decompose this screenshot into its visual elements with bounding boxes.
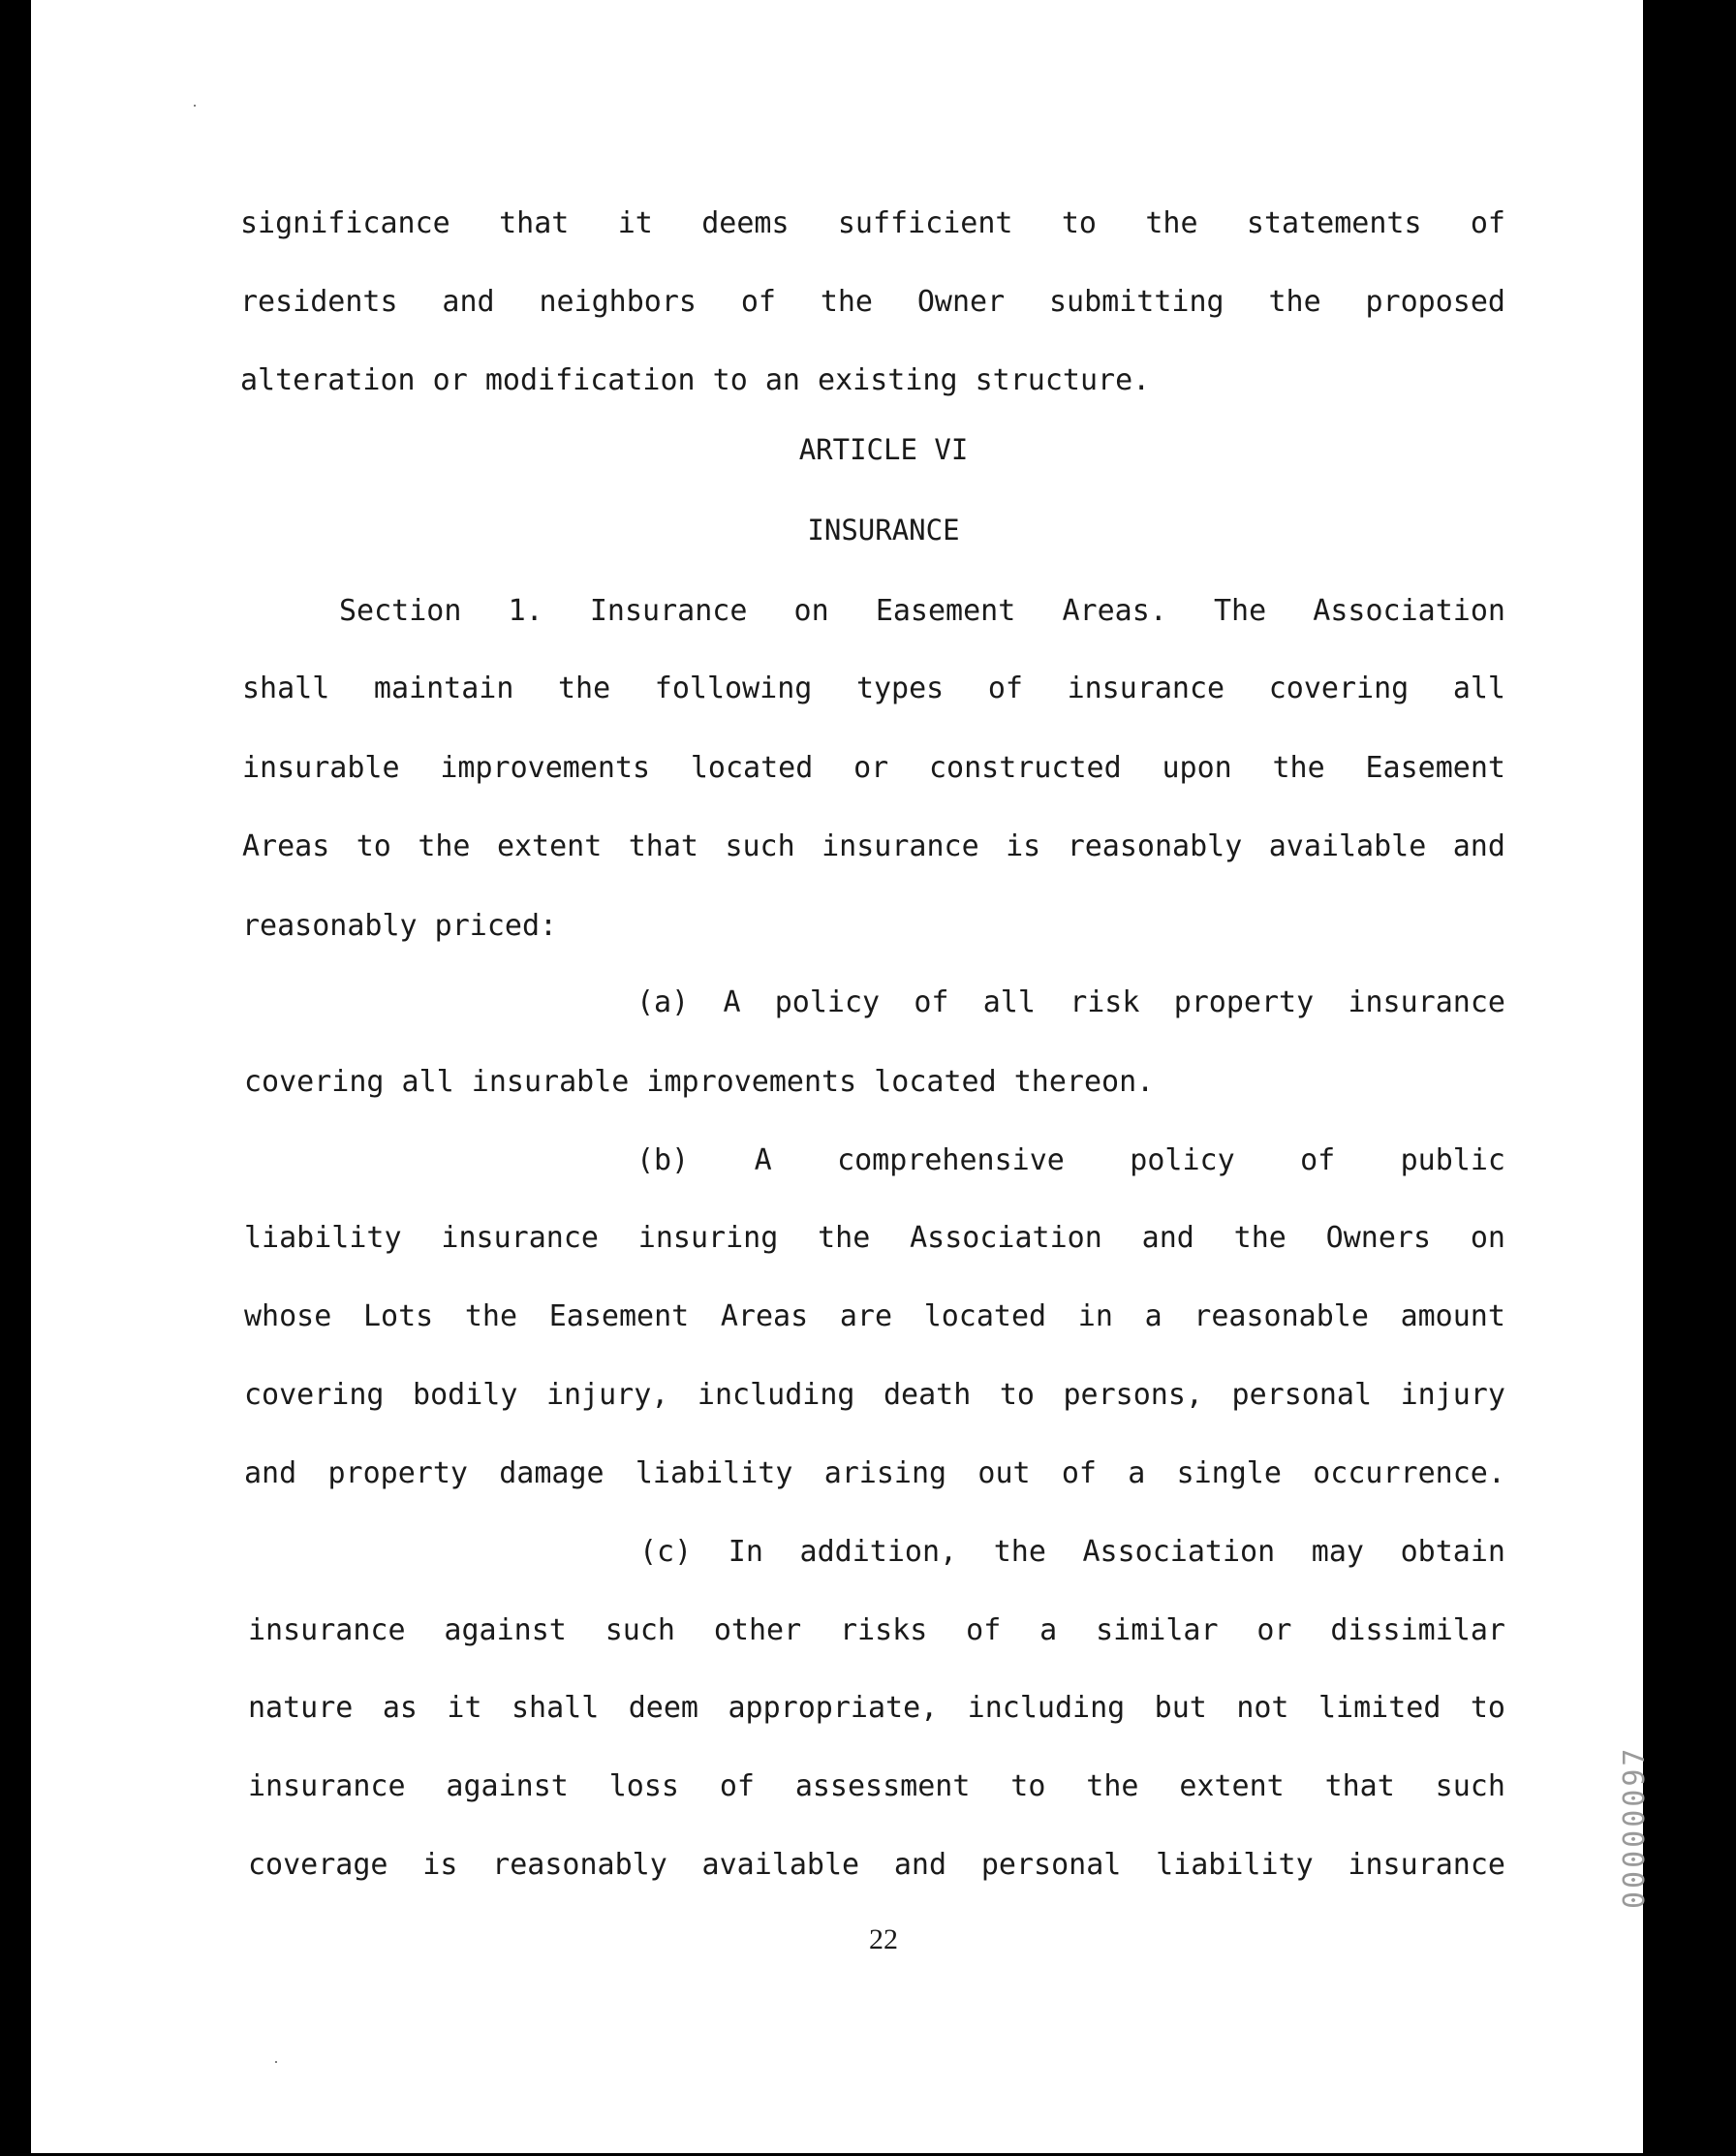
section-1-line: Section 1. Insurance on Easement Areas. The Association	[339, 594, 1505, 628]
document-page	[31, 0, 1652, 2153]
item-a-line: covering all insurable improvements located thereon.	[244, 1065, 1155, 1099]
item-b-line: liability insurance insuring the Association and the Owners on	[244, 1221, 1505, 1255]
article-title: INSURANCE	[807, 514, 960, 547]
item-c-line: coverage is reasonably available and personal liability insurance	[248, 1848, 1505, 1882]
section-1-line: Areas to the extent that such insurance is reasonably available and	[242, 829, 1505, 863]
item-b-line: whose Lots the Easement Areas are located in a reasonable amount	[244, 1299, 1505, 1333]
scan-speck	[275, 2061, 277, 2063]
item-c-line: insurance against such other risks of a similar or dissimilar	[248, 1613, 1505, 1647]
paragraph-1-line: alteration or modification to an existing structure.	[240, 363, 1151, 397]
paragraph-1-line: residents and neighbors of the Owner submitting the proposed	[240, 285, 1505, 319]
section-1-line: reasonably priced:	[242, 909, 558, 943]
article-number: ARTICLE VI	[798, 433, 969, 466]
item-b-line: (b) A comprehensive policy of public	[636, 1143, 1505, 1177]
item-c-line: insurance against loss of assessment to the extent that such	[248, 1769, 1505, 1803]
item-a-line: (a) A policy of all risk property insurance	[636, 985, 1505, 1019]
bates-stamp: 00000097	[1618, 1745, 1652, 1909]
item-b-line: and property damage liability arising out of a single occurrence.	[244, 1456, 1505, 1490]
section-1-line: insurable improvements located or constructed upon the Easement	[242, 751, 1505, 785]
item-b-line: covering bodily injury, including death to persons, personal injury	[244, 1378, 1505, 1412]
item-c-line: (c) In addition, the Association may obtain	[639, 1535, 1505, 1569]
scan-speck	[194, 105, 196, 107]
section-1-line: shall maintain the following types of insurance covering all	[242, 672, 1505, 705]
page-number: 22	[869, 1923, 898, 1955]
paragraph-1-line: significance that it deems sufficient to the statements of	[240, 206, 1505, 240]
item-c-line: nature as it shall deem appropriate, including but not limited to	[248, 1691, 1505, 1725]
